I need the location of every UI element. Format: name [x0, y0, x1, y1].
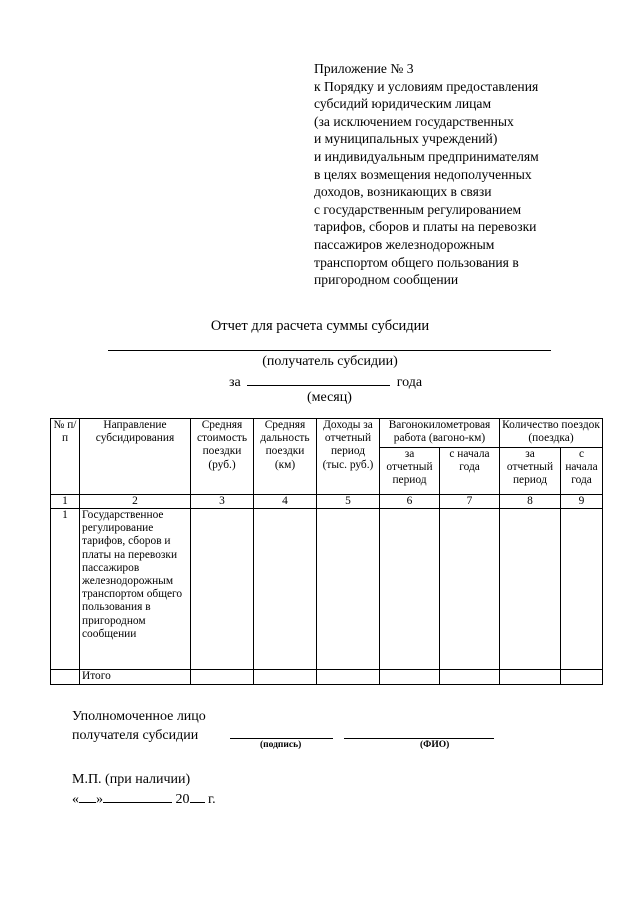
header-direction: Направление субсидирования [80, 419, 191, 495]
appendix-line: пригородном сообщении [314, 272, 459, 288]
signature-caption: (подпись) [260, 740, 302, 750]
total-label: Итого [80, 670, 191, 685]
authorized-person-block [72, 707, 206, 745]
row-car-km-year-cell[interactable] [440, 509, 500, 670]
authorized-person-line1: Уполномоченное лицо [72, 709, 206, 724]
appendix-line: с государственным регулированием [314, 201, 522, 217]
appendix-line: пассажиров железнодорожным [314, 236, 495, 252]
appendix-line: субсидий юридическим лицам [314, 96, 492, 112]
column-number: 4 [254, 495, 317, 509]
total-avg-cost-cell[interactable] [191, 670, 254, 685]
full-name-caption: (ФИО) [420, 740, 450, 750]
month-blank-field[interactable] [247, 372, 390, 386]
column-number: 5 [317, 495, 380, 509]
column-number: 2 [80, 495, 191, 509]
year-blank-field[interactable] [190, 789, 205, 803]
recipient-blank-line[interactable] [108, 350, 551, 351]
appendix-line: доходов, возникающих в связи [314, 184, 492, 200]
total-trips-period-cell[interactable] [500, 670, 561, 685]
row-avg-cost-cell[interactable] [191, 509, 254, 670]
appendix-line: Приложение № 3 [314, 61, 414, 76]
report-title: Отчет для расчета суммы субсидии [210, 318, 430, 334]
header-trips-year: с начала года [561, 448, 603, 495]
header-avg-distance: Средняя дальность поездки (км) [254, 419, 317, 495]
row-num: 1 [51, 509, 80, 670]
header-num: № п/п [51, 419, 80, 495]
column-number: 6 [380, 495, 440, 509]
row-income-cell[interactable] [317, 509, 380, 670]
stamp-block [72, 770, 216, 809]
period-suffix: года [396, 375, 423, 390]
total-income-cell[interactable] [317, 670, 380, 685]
row-car-km-period-cell[interactable] [380, 509, 440, 670]
authorized-person-line2: получателя субсидии [72, 728, 199, 743]
column-number: 1 [51, 495, 80, 509]
total-num-cell [51, 670, 80, 685]
recipient-label: (получатель субсидии) [262, 354, 398, 369]
appendix-block [314, 60, 614, 289]
header-avg-cost: Средняя стоимость поездки (руб.) [191, 419, 254, 495]
appendix-line: транспортом общего пользования в [314, 254, 519, 270]
appendix-line: (за исключением государственных [314, 113, 514, 129]
total-car-km-year-cell[interactable] [440, 670, 500, 685]
year-prefix: 20 [175, 792, 190, 807]
stamp-label: М.П. (при наличии) [72, 772, 191, 787]
year-suffix: г. [204, 792, 216, 807]
subsidy-report-table [50, 418, 603, 685]
appendix-line: тарифов, сборов и платы на перевозки [314, 219, 537, 235]
header-trips-period: за отчетный период [500, 448, 561, 495]
quote-close: » [96, 792, 103, 807]
total-trips-year-cell[interactable] [561, 670, 603, 685]
signature-line[interactable] [230, 738, 333, 739]
row-trips-period-cell[interactable] [500, 509, 561, 670]
full-name-line[interactable] [344, 738, 494, 739]
period-row [229, 372, 422, 391]
period-prefix: за [229, 375, 241, 390]
header-trips: Количество поездок (поездка) [500, 419, 603, 448]
column-number: 9 [561, 495, 603, 509]
row-avg-distance-cell[interactable] [254, 509, 317, 670]
column-number: 3 [191, 495, 254, 509]
appendix-line: и индивидуальным предпринимателям [314, 148, 539, 164]
month-blank-field-date[interactable] [103, 789, 172, 803]
quote-open: « [72, 792, 79, 807]
row-trips-year-cell[interactable] [561, 509, 603, 670]
total-avg-distance-cell[interactable] [254, 670, 317, 685]
header-income: Доходы за отчетный период (тыс. руб.) [317, 419, 380, 495]
appendix-line: в целях возмещения недополученных [314, 166, 532, 182]
column-number: 7 [440, 495, 500, 509]
date-line [72, 789, 216, 809]
appendix-line: к Порядку и условиям предоставления [314, 78, 539, 94]
column-number: 8 [500, 495, 561, 509]
day-blank-field[interactable] [79, 789, 96, 803]
total-car-km-period-cell[interactable] [380, 670, 440, 685]
appendix-line: и муниципальных учреждений) [314, 131, 498, 147]
month-label: (месяц) [307, 390, 352, 405]
header-car-km-period: за отчетный период [380, 448, 440, 495]
row-direction: Государственное регулирование тарифов, сборов и платы на перевозки пассажиров железнодорожным транспортом общего пользования в пригородном сообщении [80, 509, 191, 670]
header-car-km: Вагонокилометровая работа (вагоно-км) [380, 419, 500, 448]
header-car-km-year: с начала года [440, 448, 500, 495]
